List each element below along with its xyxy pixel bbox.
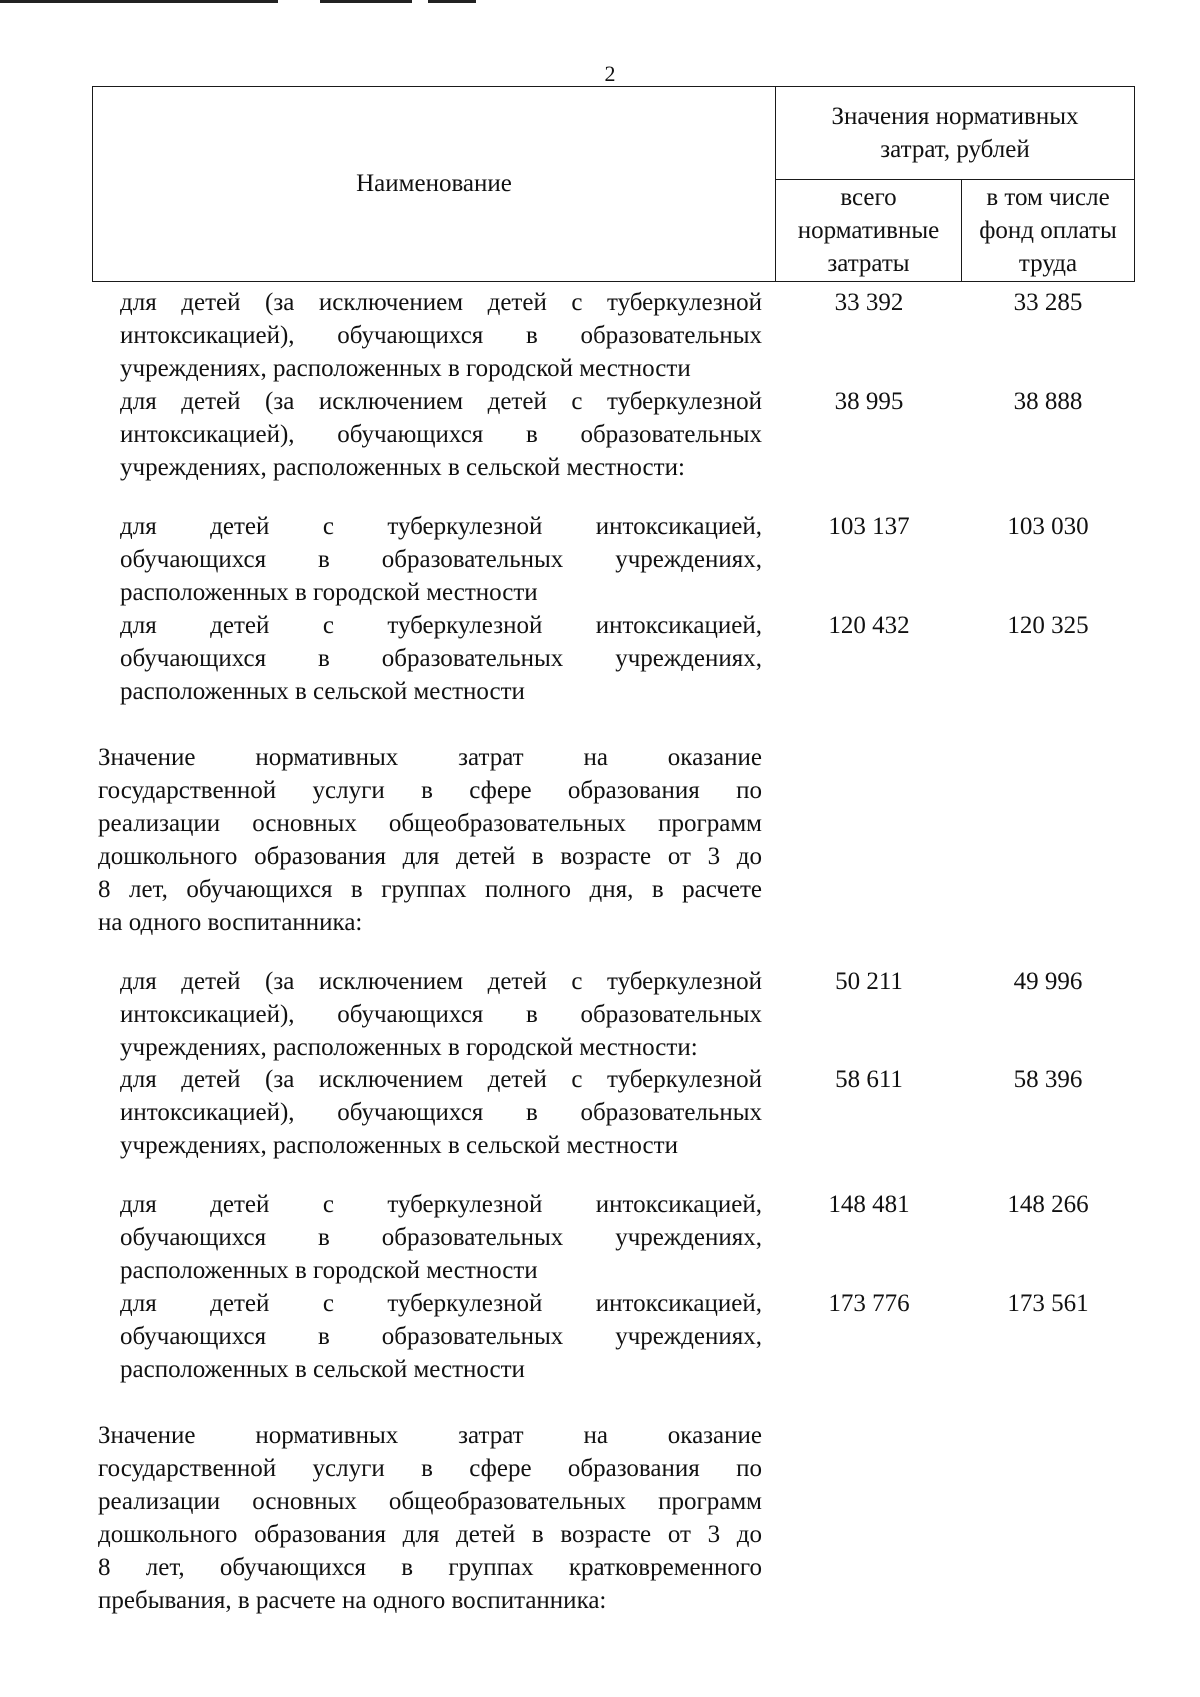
row-name-line: для детей (за исключением детей с туберкулезной	[120, 1066, 762, 1093]
row-total-value: 50 211	[835, 968, 903, 995]
header-group-line: Значения нормативных	[831, 103, 1079, 130]
header-name-column	[93, 87, 776, 282]
row-name-line: интоксикацией), обучающихся в образовательных	[120, 421, 762, 448]
row-name-line: расположенных в сельской местности	[120, 678, 525, 705]
header-fot-line: фонд оплаты	[979, 217, 1117, 244]
row-name	[98, 965, 762, 1064]
row-fot-value: 49 996	[1013, 968, 1083, 995]
row-name-line: интоксикацией), обучающихся в образовательных	[120, 1099, 762, 1126]
row-name	[98, 609, 762, 708]
row-name-line: обучающихся в образовательных учреждениях,	[120, 645, 762, 672]
row-fot-value: 58 396	[1013, 1066, 1083, 1093]
section-heading-line: дошкольного образования для детей в возрасте от 3 до	[98, 843, 762, 870]
section-heading-line: 8 лет, обучающихся в группах кратковременного	[98, 1554, 762, 1581]
header-fot-line: труда	[1018, 250, 1078, 277]
header-total-line: всего	[840, 184, 897, 211]
row-fot-value: 33 285	[1013, 289, 1083, 316]
header-total-column	[776, 180, 962, 282]
header-name-label: Наименование	[356, 170, 512, 197]
row-fot-value: 38 888	[1013, 388, 1083, 415]
row-total-value: 103 137	[828, 513, 910, 540]
section-heading-line: государственной услуги в сфере образования по	[98, 1455, 762, 1482]
row-name	[98, 286, 762, 385]
row-name-line: для детей (за исключением детей с туберкулезной	[120, 289, 762, 316]
row-name-line: учреждениях, расположенных в сельской местности:	[120, 454, 685, 481]
row-name	[98, 510, 762, 609]
row-name-line: для детей с туберкулезной интоксикацией,	[120, 513, 762, 540]
scan-edge-line	[428, 0, 476, 3]
row-name-line: учреждениях, расположенных в сельской местности	[120, 1132, 678, 1159]
row-name-line: для детей (за исключением детей с туберкулезной	[120, 968, 762, 995]
row-fot-value: 120 325	[1007, 612, 1089, 639]
row-name	[98, 1287, 762, 1386]
section-heading-line: 8 лет, обучающихся в группах полного дня, в расчете	[98, 876, 762, 903]
header-values-group	[776, 87, 1135, 180]
section-heading-line: реализации основных общеобразовательных программ	[98, 810, 762, 837]
row-name-line: учреждениях, расположенных в городской местности:	[120, 1034, 698, 1061]
row-total-value: 173 776	[828, 1290, 910, 1317]
section-heading-line: Значение нормативных затрат на оказание	[98, 744, 762, 771]
section-heading-line: Значение нормативных затрат на оказание	[98, 1422, 762, 1449]
row-name	[98, 385, 762, 484]
header-fot-line: в том числе	[986, 184, 1110, 211]
row-name-line: обучающихся в образовательных учреждениях,	[120, 546, 762, 573]
table-header	[92, 86, 1135, 282]
section-heading-line: дошкольного образования для детей в возрасте от 3 до	[98, 1521, 762, 1548]
row-name-line: для детей с туберкулезной интоксикацией,	[120, 612, 762, 639]
header-fot-column	[962, 180, 1135, 282]
row-name	[98, 1188, 762, 1287]
scan-edge-line	[320, 0, 412, 3]
row-fot-value: 103 030	[1007, 513, 1089, 540]
row-total-value: 58 611	[835, 1066, 903, 1093]
header-group-line: затрат, рублей	[880, 136, 1030, 163]
row-fot-value: 148 266	[1007, 1191, 1089, 1218]
section-heading-line: реализации основных общеобразовательных программ	[98, 1488, 762, 1515]
row-name-line: для детей (за исключением детей с туберкулезной	[120, 388, 762, 415]
section-heading	[98, 1419, 762, 1617]
row-name-line: учреждениях, расположенных в городской местности	[120, 355, 691, 382]
row-total-value: 33 392	[834, 289, 904, 316]
row-name-line: интоксикацией), обучающихся в образовательных	[120, 322, 762, 349]
row-name-line: обучающихся в образовательных учреждениях,	[120, 1323, 762, 1350]
row-name-line: расположенных в городской местности	[120, 579, 538, 606]
row-name	[98, 1063, 762, 1162]
row-total-value: 148 481	[828, 1191, 910, 1218]
row-name-line: обучающихся в образовательных учреждениях,	[120, 1224, 762, 1251]
row-name-line: расположенных в сельской местности	[120, 1356, 525, 1383]
section-heading-line: на одного воспитанника:	[98, 909, 363, 936]
row-fot-value: 173 561	[1007, 1290, 1089, 1317]
row-name-line: для детей с туберкулезной интоксикацией,	[120, 1290, 762, 1317]
row-total-value: 38 995	[834, 388, 904, 415]
header-total-line: нормативные	[797, 217, 940, 244]
page-number: 2	[604, 61, 616, 86]
header-total-line: затраты	[827, 250, 910, 277]
row-name-line: расположенных в городской местности	[120, 1257, 538, 1284]
row-name-line: для детей с туберкулезной интоксикацией,	[120, 1191, 762, 1218]
row-name-line: интоксикацией), обучающихся в образовательных	[120, 1001, 762, 1028]
row-total-value: 120 432	[828, 612, 910, 639]
section-heading-line: государственной услуги в сфере образования по	[98, 777, 762, 804]
section-heading-line: пребывания, в расчете на одного воспитанника:	[98, 1587, 607, 1614]
scan-edge-line	[0, 0, 278, 3]
section-heading	[98, 741, 762, 939]
